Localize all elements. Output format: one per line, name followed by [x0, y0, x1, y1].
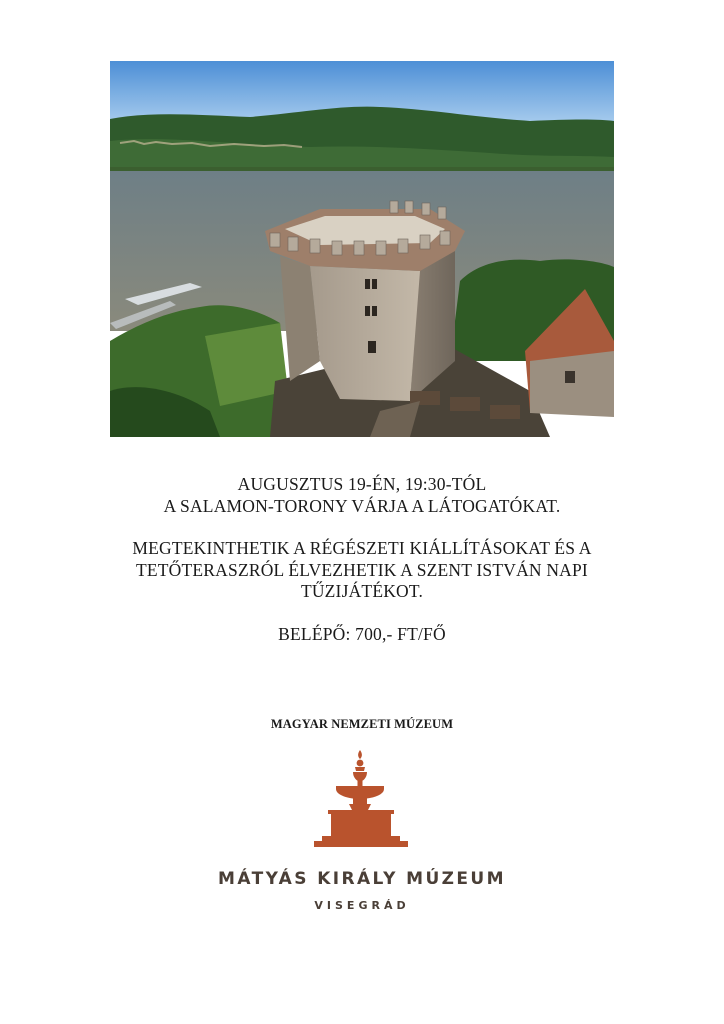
- fountain-logo-icon: [302, 748, 422, 858]
- event-date-time: AUGUSZTUS 19-ÉN, 19:30-TÓL: [237, 474, 487, 494]
- salamon-tower-photo: [110, 61, 614, 437]
- program-line-1: MEGTEKINTHETIK A RÉGÉSZETI KIÁLLÍTÁSOKAT ÉS A: [132, 538, 592, 558]
- event-program-paragraph: [60, 538, 664, 603]
- museum-name: MÁTYÁS KIRÁLY MÚZEUM: [218, 869, 506, 889]
- museum-city: VISEGRÁD: [314, 899, 410, 912]
- program-line-3: TŰZIJÁTÉKOT.: [300, 581, 424, 601]
- admission-paragraph: [60, 624, 664, 646]
- event-announcement: [60, 474, 664, 666]
- program-line-2: TETŐTERASZRÓL ÉLVEZHETIK A SZENT ISTVÁN NAPI: [136, 559, 588, 580]
- event-datetime-paragraph: [60, 474, 664, 517]
- admission-price: BELÉPŐ: 700,- FT/FŐ: [278, 623, 446, 644]
- event-invitation: A SALAMON-TORONY VÁRJA A LÁTOGATÓKAT.: [163, 495, 561, 516]
- organizer-name: MAGYAR NEMZETI MÚZEUM: [270, 717, 454, 731]
